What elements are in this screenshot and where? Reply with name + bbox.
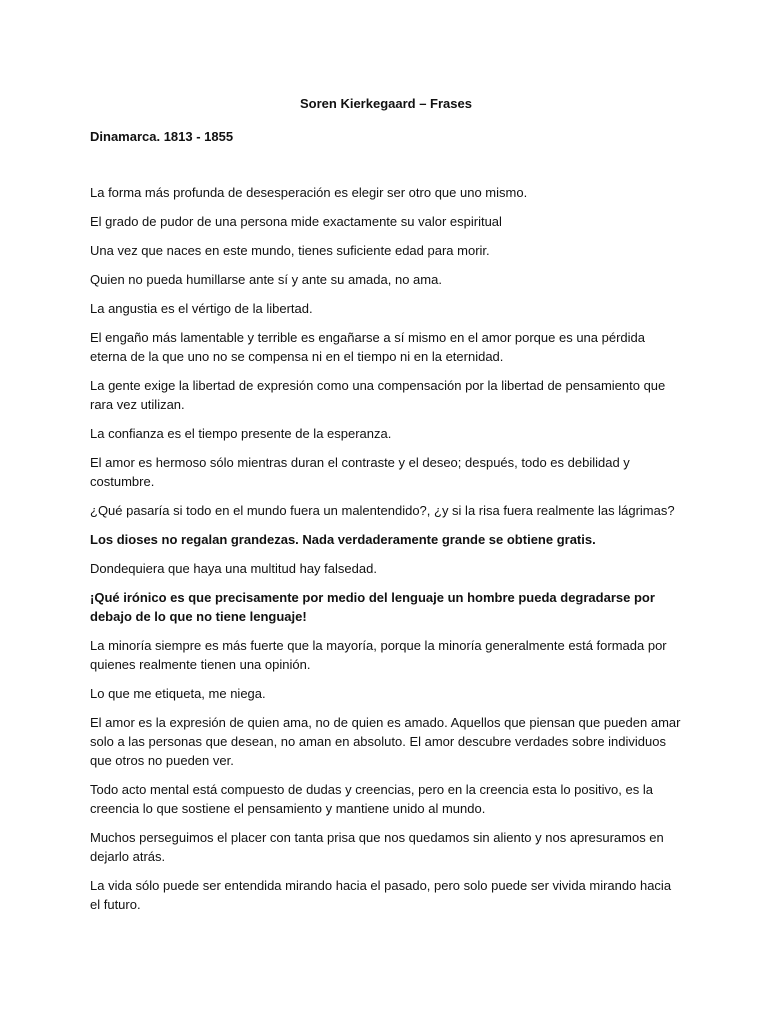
document-body (90, 94, 682, 924)
quote-paragraph: La forma más profunda de desesperación es elegir ser otro que uno mismo. (90, 185, 528, 200)
quote-paragraph: El grado de pudor de una persona mide exactamente su valor espiritual (90, 214, 502, 229)
quote-paragraph: Una vez que naces en este mundo, tienes suficiente edad para morir. (90, 243, 490, 258)
quote-paragraph: Lo que me etiqueta, me niega. (90, 686, 266, 701)
quote-paragraph: La minoría siempre es más fuerte que la mayoría, porque la minoría generalmente está formada por quienes realmente tienen una opinión. (90, 638, 667, 672)
quote-paragraph: La confianza es el tiempo presente de la esperanza. (90, 426, 392, 441)
document-subtitle: Dinamarca. 1813 - 1855 (90, 129, 234, 144)
quote-paragraph: Quien no pueda humillarse ante sí y ante su amada, no ama. (90, 272, 442, 287)
quote-paragraph: La vida sólo puede ser entendida mirando hacia el pasado, pero solo puede ser vivida mirando hacia el futuro. (90, 878, 672, 912)
quote-list (90, 183, 682, 914)
quote-paragraph-bold: ¡Qué irónico es que precisamente por medio del lenguaje un hombre pueda degradarse por debajo de lo que no tiene lenguaje! (90, 590, 655, 624)
quote-paragraph: La gente exige la libertad de expresión como una compensación por la libertad de pensamiento que rara vez utilizan. (90, 378, 666, 412)
quote-paragraph: ¿Qué pasaría si todo en el mundo fuera un malentendido?, ¿y si la risa fuera realmente las lágrimas? (90, 503, 675, 518)
document-title: Soren Kierkegaard – Frases (300, 96, 472, 111)
quote-paragraph: La angustia es el vértigo de la libertad. (90, 301, 313, 316)
quote-paragraph: Muchos perseguimos el placer con tanta prisa que nos quedamos sin aliento y nos apresuramos en dejarlo atrás. (90, 830, 664, 864)
quote-paragraph: El engaño más lamentable y terrible es engañarse a sí mismo en el amor porque es una pérdida eterna de la que uno no se compensa ni en el tiempo ni en la eternidad. (90, 330, 645, 364)
quote-paragraph: Dondequiera que haya una multitud hay falsedad. (90, 561, 377, 576)
quote-paragraph: Todo acto mental está compuesto de dudas y creencias, pero en la creencia esta lo positivo, es la creencia lo que sostiene el pensamiento y mantiene unido al mundo. (90, 782, 653, 816)
quote-paragraph: El amor es la expresión de quien ama, no de quien es amado. Aquellos que piensan que pueden amar solo a las personas que desean, no aman en absoluto. El amor descubre verdades sobre individuos que otros no pueden ver. (90, 715, 681, 768)
quote-paragraph-bold: Los dioses no regalan grandezas. Nada verdaderamente grande se obtiene gratis. (90, 532, 596, 547)
quote-paragraph: El amor es hermoso sólo mientras duran el contraste y el deseo; después, todo es debilidad y costumbre. (90, 455, 630, 489)
